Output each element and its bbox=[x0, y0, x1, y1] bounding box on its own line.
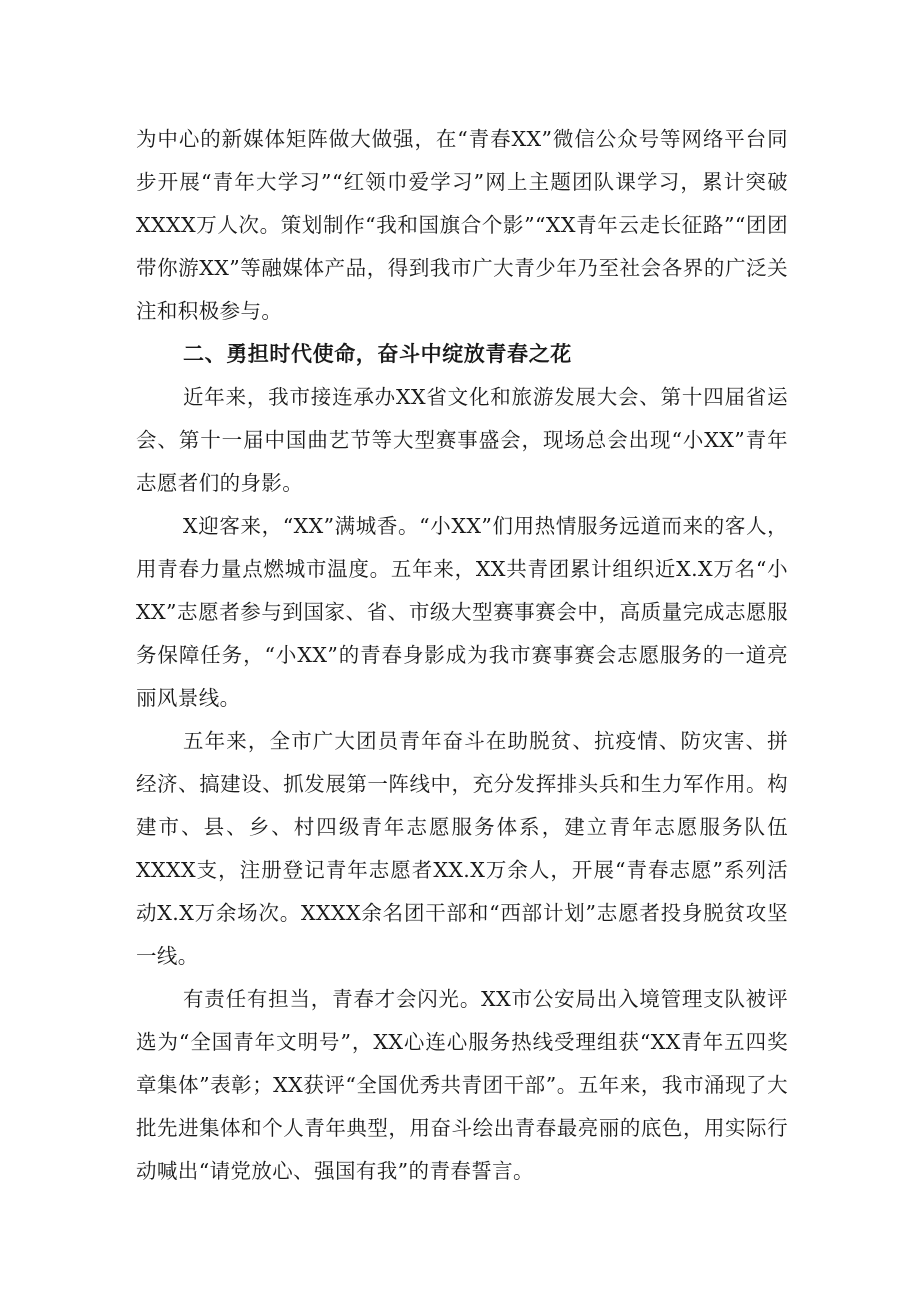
paragraph-3: X迎客来，“XX”满城香。“小XX”们用热情服务远道而来的客人，用青春力量点燃城市温度。五年来，XX共青团累计组织近X.X万名“小XX”志愿者参与到国家、省、市级大型赛事赛会中，高质量完成志愿服务保障任务，“小XX”的青春身影成为我市赛事赛会志愿服务的一道亮丽风景线。 bbox=[136, 514, 788, 710]
section-heading: 二、勇担时代使命，奋斗中绽放青春之花 bbox=[183, 342, 572, 366]
paragraph-4: 五年来，全市广大团员青年奋斗在助脱贫、抗疫情、防灾害、拼经济、搞建设、抓发展第一阵线中，充分发挥排头兵和生力军作用。构建市、县、乡、村四级青年志愿服务体系，建立青年志愿服务队伍XXXX支，注册登记青年志愿者XX.X万余人，开展“青春志愿”系列活动X.X万余场次。XXXX余名团干部和“西部计划”志愿者投身脱贫攻坚一线。 bbox=[136, 729, 788, 968]
document-page bbox=[136, 118, 788, 1193]
paragraph-5: 有责任有担当，青春才会闪光。XX市公安局出入境管理支队被评选为“全国青年文明号”，XX心连心服务热线受理组获“XX青年五四奖章集体”表彰；XX获评“全国优秀共青团干部”。五年来，我市涌现了大批先进集体和个人青年典型，用奋斗绘出青春最亮丽的底色，用实际行动喊出“请党放心、强国有我”的青春誓言。 bbox=[136, 987, 788, 1183]
paragraph-1: 为中心的新媒体矩阵做大做强，在“青春XX”微信公众号等网络平台同步开展“青年大学习”“红领巾爱学习”网上主题团队课学习，累计突破XXXX万人次。策划制作“我和国旗合个影”“XX青年云走长征路”“团团带你游XX”等融媒体产品，得到我市广大青少年乃至社会各界的广泛关注和积极参与。 bbox=[136, 127, 788, 323]
paragraph-2: 近年来，我市接连承办XX省文化和旅游发展大会、第十四届省运会、第十一届中国曲艺节等大型赛事盛会，现场总会出现“小XX”青年志愿者们的身影。 bbox=[136, 385, 788, 495]
